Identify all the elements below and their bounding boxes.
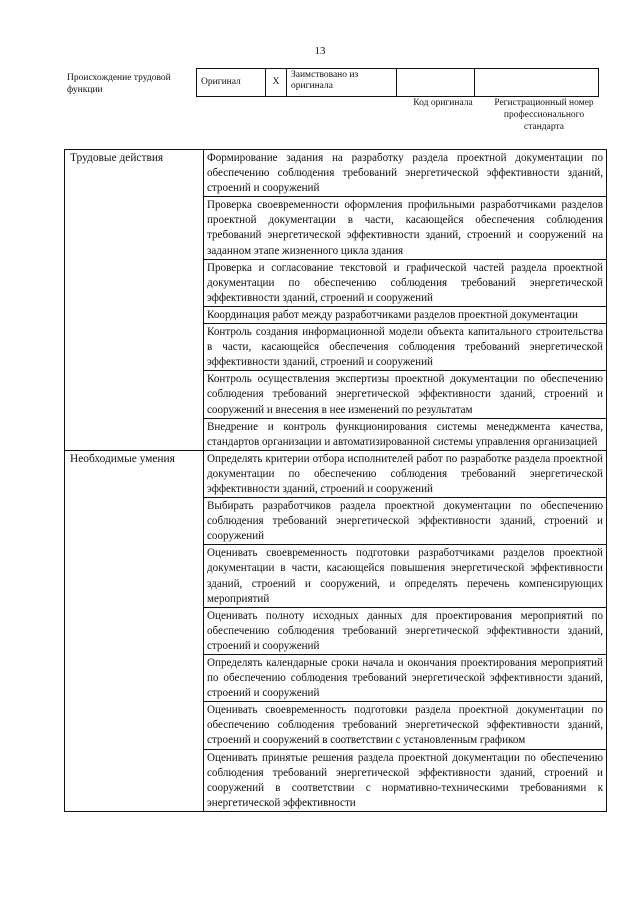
page-number: 13 <box>314 45 326 57</box>
item-cell: Формирование задания на разработку раздела проектной документации по обеспечению соблюдения требований энергетической эффективности зданий, строений и сооружений <box>204 150 607 197</box>
reg-number-cell <box>475 69 599 97</box>
item-cell: Оценивать своевременность подготовки раздела проектной документации по обеспечению соблюдения требований энергетической эффективности зданий, строений и сооружений в соответствии с установленным графиком <box>204 702 607 749</box>
item-cell: Оценивать принятые решения раздела проектной документации по обеспечению соблюдения требований энергетической эффективности зданий, строений и сооружений в соответствии с нормативно-техническими требованиями к энергетической эффективности <box>204 749 607 811</box>
functions-table <box>64 149 607 812</box>
item-cell: Внедрение и контроль функционирования системы менеджмента качества, стандартов организации и автоматизированной системы управления организацией <box>204 418 607 450</box>
item-cell: Оценивать полноту исходных данных для проектирования мероприятий по обеспечению соблюдения требований энергетической эффективности зданий, строений и сооружений <box>204 607 607 654</box>
original-cell: Оригинал <box>197 69 266 97</box>
item-cell: Выбирать разработчиков раздела проектной документации по обеспечению соблюдения требований энергетической эффективности зданий, строений и сооружений <box>204 498 607 545</box>
reg-number-label: Регистрационный номер профессионального стандарта <box>494 98 594 132</box>
borrowed-cell: Заимствовано из оригинала <box>287 69 397 97</box>
item-cell: Контроль осуществления экспертизы проектной документации по обеспечению соблюдения требований энергетической эффективности зданий, строений и сооружений и внесения в нее изменений по результатам <box>204 371 607 418</box>
table-row <box>65 150 607 197</box>
item-cell: Проверка и согласование текстовой и графической частей раздела проектной документации по обеспечению соблюдения требований энергетической эффективности зданий, строений и сооружений <box>204 259 607 306</box>
category-cell: Необходимые умения <box>65 450 204 811</box>
code-original-label: Код оригинала <box>413 98 473 108</box>
item-cell: Определять критерии отбора исполнителей работ по разработке раздела проектной документации по обеспечению соблюдения требований энергетической эффективности зданий, строений и сооружений <box>204 450 607 497</box>
original-mark: X <box>266 69 287 97</box>
item-cell: Оценивать своевременность подготовки разработчиками разделов проектной документации в части, касающейся повышения энергетической эффективности зданий, строений и сооружений, и определять перечень компенсирующих мероприятий <box>204 545 607 607</box>
table-row <box>65 450 607 497</box>
origin-table <box>196 68 599 97</box>
item-cell: Координация работ между разработчиками разделов проектной документации <box>204 306 607 323</box>
category-cell: Трудовые действия <box>65 150 204 451</box>
item-cell: Определять календарные сроки начала и окончания проектирования мероприятий по обеспечению соблюдения требований энергетической эффективности зданий, строений и сооружений <box>204 655 607 702</box>
code-cell <box>397 69 475 97</box>
item-cell: Проверка своевременности оформления профильными разработчиками разделов проектной документации в части, касающейся обеспечения соблюдения требований энергетической эффективности зданий, строений и сооружений на заданном этапе жизненного цикла здания <box>204 197 607 259</box>
item-cell: Контроль создания информационной модели объекта капитального строительства в части, касающейся обеспечения соблюдения требований энергетической эффективности зданий, строений и сооружений <box>204 324 607 371</box>
origin-label: Происхождение трудовой функции <box>67 73 171 95</box>
